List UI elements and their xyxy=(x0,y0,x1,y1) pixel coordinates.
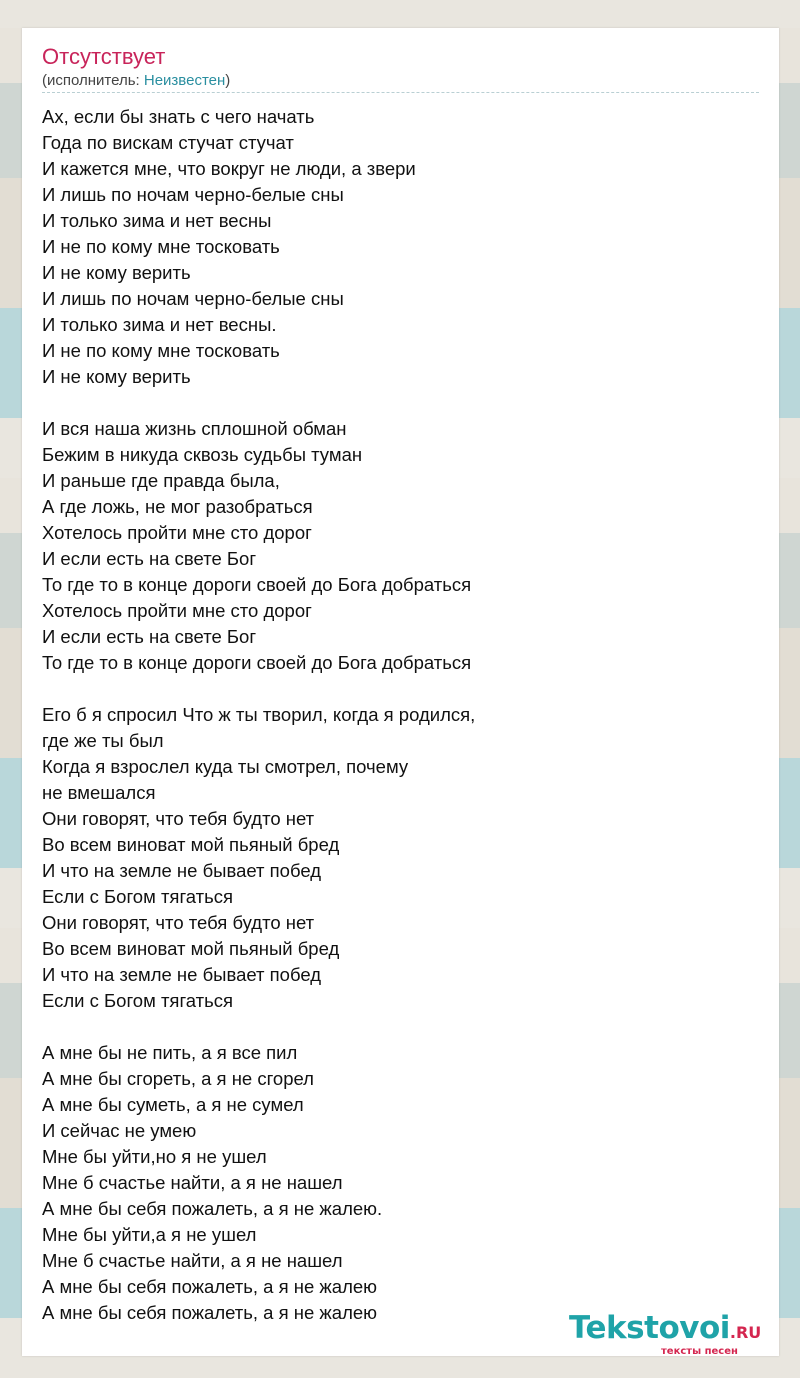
lyric-line: А мне бы не пить, а я все пил xyxy=(42,1042,298,1063)
lyric-line: Мне б счастье найти, а я не нашел xyxy=(42,1172,343,1193)
lyric-line: И не по кому мне тосковать xyxy=(42,340,280,361)
lyrics-body xyxy=(42,104,742,1326)
lyric-line: Хотелось пройти мне сто дорог xyxy=(42,600,312,621)
lyric-line: Ах, если бы знать с чего начать xyxy=(42,106,315,127)
lyric-line: И не по кому мне тосковать xyxy=(42,236,280,257)
lyric-line: И сейчас не умею xyxy=(42,1120,197,1141)
lyric-line: И кажется мне, что вокруг не люди, а звери xyxy=(42,158,416,179)
lyric-line xyxy=(42,390,742,416)
lyric-line: А где ложь, не мог разобраться xyxy=(42,496,313,517)
lyric-line: А мне бы себя пожалеть, а я не жалею xyxy=(42,1302,378,1323)
logo-tld: .RU xyxy=(729,1323,762,1342)
lyric-line: И только зима и нет весны xyxy=(42,210,272,231)
lyric-line: А мне бы себя пожалеть, а я не жалею. xyxy=(42,1198,383,1219)
lyric-line: Года по вискам стучат стучат xyxy=(42,132,294,153)
lyric-line: И только зима и нет весны. xyxy=(42,314,277,335)
lyric-line: И вся наша жизнь сплошной обман xyxy=(42,418,347,439)
lyric-line: А мне бы себя пожалеть, а я не жалею xyxy=(42,1276,378,1297)
lyric-line xyxy=(42,1014,742,1040)
lyric-line: То где то в конце дороги своей до Бога добраться xyxy=(42,652,472,673)
lyric-line: То где то в конце дороги своей до Бога добраться xyxy=(42,574,472,595)
lyric-line: Когда я взрослел куда ты смотрел, почему xyxy=(42,756,409,777)
lyric-line: Его б я спросил Что ж ты творил, когда я родился, xyxy=(42,704,476,725)
lyric-line: И что на земле не бывает побед xyxy=(42,964,322,985)
lyrics-card xyxy=(22,28,779,1356)
site-logo[interactable] xyxy=(569,1310,762,1357)
artist-prefix: (исполнитель: xyxy=(42,72,144,89)
lyric-line: И если есть на свете Бог xyxy=(42,548,257,569)
lyric-line: Мне б счастье найти, а я не нашел xyxy=(42,1250,343,1271)
lyric-line: где же ты был xyxy=(42,730,164,751)
artist-line xyxy=(42,72,230,89)
logo-main-text: Tekstovoi xyxy=(569,1310,730,1346)
song-title: Отсутствует xyxy=(42,44,166,69)
lyric-line: А мне бы сгореть, а я не сгорел xyxy=(42,1068,314,1089)
lyric-line: Если с Богом тягаться xyxy=(42,990,234,1011)
lyric-line: Если с Богом тягаться xyxy=(42,886,234,907)
lyric-line: Во всем виноват мой пьяный бред xyxy=(42,938,340,959)
lyric-line: Бежим в никуда сквозь судьбы туман xyxy=(42,444,363,465)
lyric-line: Они говорят, что тебя будто нет xyxy=(42,808,315,829)
lyric-line: И что на земле не бывает побед xyxy=(42,860,322,881)
lyric-line: не вмешался xyxy=(42,782,156,803)
logo-subtitle: тексты песен xyxy=(661,1346,738,1357)
lyric-line: И лишь по ночам черно-белые сны xyxy=(42,184,344,205)
lyric-line xyxy=(42,676,742,702)
lyric-line: Они говорят, что тебя будто нет xyxy=(42,912,315,933)
artist-link[interactable]: Неизвестен xyxy=(143,72,226,89)
lyric-line: И лишь по ночам черно-белые сны xyxy=(42,288,344,309)
lyric-line: И раньше где правда была, xyxy=(42,470,280,491)
lyric-line: Во всем виноват мой пьяный бред xyxy=(42,834,340,855)
lyric-line: И не кому верить xyxy=(42,366,191,387)
lyric-line: А мне бы суметь, а я не сумел xyxy=(42,1094,304,1115)
lyric-line: Хотелось пройти мне сто дорог xyxy=(42,522,312,543)
lyric-line: Мне бы уйти,но я не ушел xyxy=(42,1146,267,1167)
artist-suffix: ) xyxy=(225,72,231,89)
lyric-line: И не кому верить xyxy=(42,262,191,283)
lyric-line: Мне бы уйти,а я не ушел xyxy=(42,1224,257,1245)
title-divider xyxy=(42,92,759,93)
lyric-line: И если есть на свете Бог xyxy=(42,626,257,647)
